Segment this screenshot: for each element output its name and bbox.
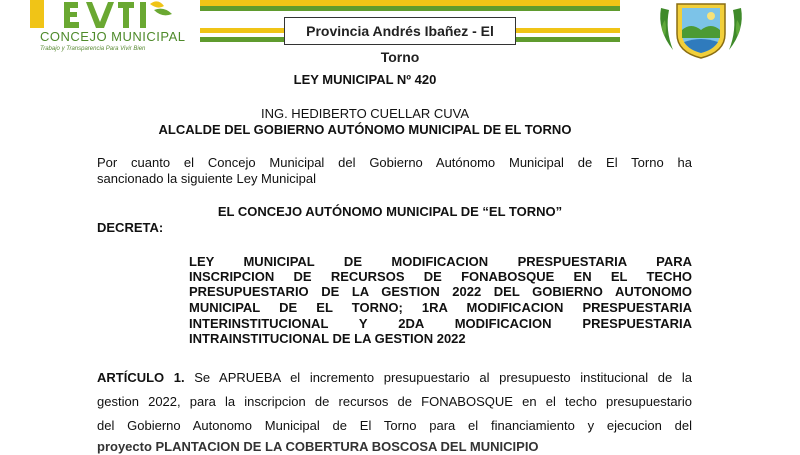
preamble-line-2: sancionado la siguiente Ley Municipal (97, 171, 316, 186)
law-name-line-5: INTERINSTITUCIONAL Y 2DA MODIFICACION PRESPUESTARIA (189, 316, 692, 331)
left-green-stripe (200, 37, 284, 42)
article-1-text-1: Se APRUEBA el incremento presupuestario al presupuesto institucional de la (194, 370, 692, 385)
article-1-line-1 (97, 370, 692, 386)
left-stripes (200, 18, 284, 46)
law-name-line-1: LEY MUNICIPAL DE MODIFICACION PRESPUESTARIA PARA (189, 254, 692, 269)
seal-graphic (655, 0, 747, 60)
law-name-line-2: INSCRIPCION DE RECURSOS DE FONABOSQUE EN EL TECHO (189, 269, 692, 284)
logo-mark-graphic (46, 0, 196, 30)
decreta-label: DECRETA: (97, 220, 164, 235)
left-yellow-stripe (200, 28, 284, 33)
municipal-seal (655, 0, 747, 60)
council-logo (30, 0, 186, 58)
article-1-line-3: del Gobierno Autonomo Municipal de El Torno para el financiamiento y ejecucion del (97, 418, 692, 433)
mayor-name: ING. HEDIBERTO CUELLAR CUVA (260, 106, 470, 121)
article-1-line-4: proyecto PLANTACION DE LA COBERTURA BOSCOSA DEL MUNICIPIO (97, 439, 539, 454)
law-name-line-6: INTRAINSTITUCIONAL DE LA GESTION 2022 (189, 331, 466, 346)
law-name-line-4: MUNICIPAL DE EL TORNO; 1RA MODIFICACION PRESPUESTARIA (189, 300, 692, 315)
law-name-line-3: PRESUPUESTARIO DE LA GESTION 2022 DEL GOBIERNO AUTONOMO (189, 284, 692, 299)
logo-motto: Trabajo y Transparencia Para Vivir Bien (40, 46, 146, 52)
logo-council-label: CONCEJO MUNICIPAL (40, 29, 186, 44)
law-title: LEY MUNICIPAL Nº 420 (293, 72, 437, 87)
province-label: Provincia Andrés Ibañez - El Torno (284, 17, 516, 45)
article-1-line-2: gestion 2022, para la inscripcion de recursos de FONABOSQUE en el techo presupuestario (97, 394, 692, 409)
preamble-line-1: Por cuanto el Concejo Municipal del Gobierno Autónomo Municipal de El Torno ha (97, 155, 692, 170)
header-banner (200, 0, 620, 16)
mayor-role: ALCALDE DEL GOBIERNO AUTÓNOMO MUNICIPAL DE EL TORNO (158, 122, 572, 137)
article-1-heading: ARTÍCULO 1. (97, 370, 185, 385)
article-1-line-4-clipped (97, 439, 692, 454)
logo-el-badge (30, 0, 44, 28)
right-yellow-stripe (516, 28, 620, 33)
banner-green-stripe (200, 6, 620, 11)
logo-mark (46, 0, 196, 30)
right-green-stripe (516, 37, 620, 42)
council-decrees: EL CONCEJO AUTÓNOMO MUNICIPAL DE “EL TORNO” (217, 204, 563, 219)
right-stripes (516, 18, 620, 46)
